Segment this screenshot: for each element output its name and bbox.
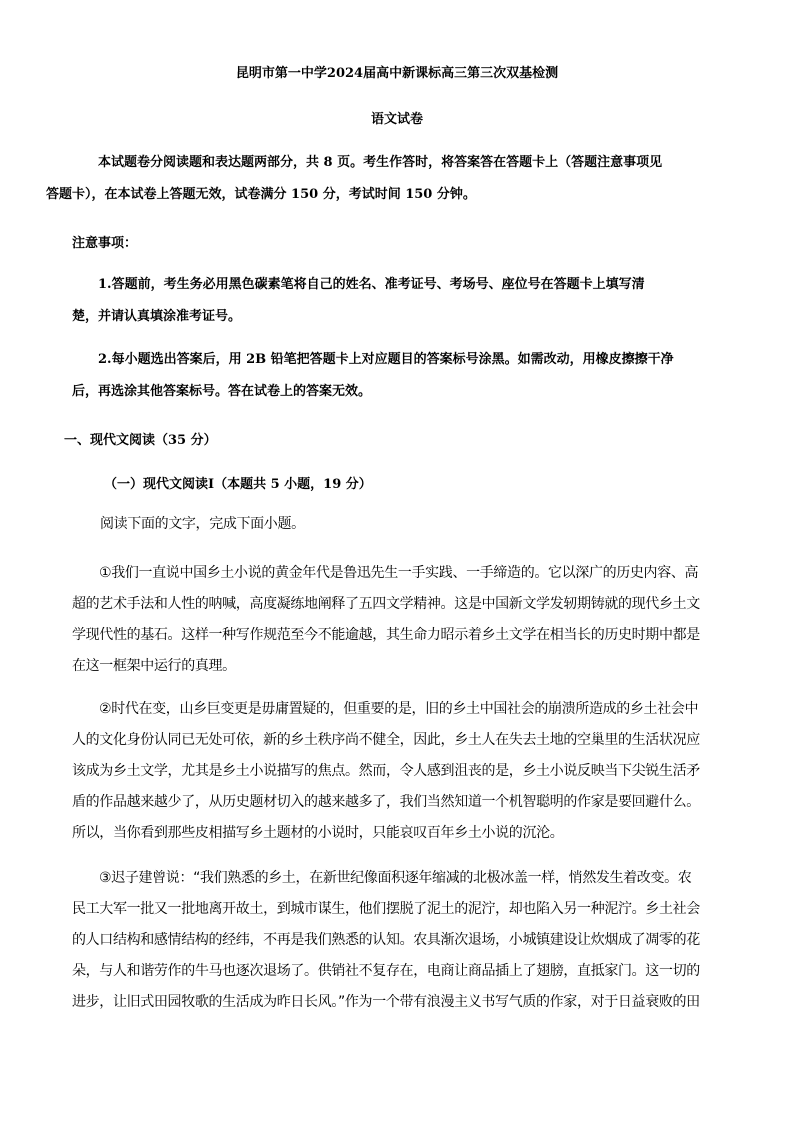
notice-line: 后，再选涂其他答案标号。答在试卷上的答案无效。 — [72, 384, 372, 399]
passage-line: 学现代性的基石。这样一种写作规范至今不能逾越，其生命力昭示着乡土文学在相当长的历史时期中都是 — [72, 627, 700, 643]
passage-paragraph-1 — [72, 558, 724, 682]
passage-line: 进步，让旧式田园牧歌的生活成为昨日长风。”作为一个带有浪漫主义书写气质的作家，对于日益衰败的田 — [72, 994, 700, 1010]
exam-subtitle: 语文试卷 — [370, 112, 423, 127]
passage-line: 的人口结构和感情结构的经纬，不再是我们熟悉的认知。农具渐次退场，小城镇建设让炊烟成了凋零的花 — [72, 932, 700, 948]
passage-line: ①我们一直说中国乡土小说的黄金年代是鲁迅先生一手实践、一手缔造的。它以深广的历史内容、高 — [99, 565, 699, 581]
passage-line: 在这一框架中运行的真理。 — [72, 658, 236, 674]
passage-paragraph-3 — [72, 863, 724, 1018]
notice-heading: 注意事项： — [72, 236, 138, 251]
intro-paragraph — [46, 147, 722, 211]
notice-item-2 — [72, 344, 722, 408]
intro-line: 答题卡），在本试卷上答题无效，试卷满分 150 分，考试时间 150 分钟。 — [46, 187, 476, 202]
section-subheading: （一）现代文阅读Ⅰ（本题共 5 小题，19 分） — [104, 477, 372, 492]
passage-line: ②时代在变，山乡巨变更是毋庸置疑的，但重要的是，旧的乡土中国社会的崩溃所造成的乡土社会中 — [99, 701, 699, 717]
section-heading: 一、现代文阅读（35 分） — [64, 433, 217, 448]
exam-title: 昆明市第一中学2024届高中新课标高三第三次双基检测 — [235, 66, 559, 81]
passage-line: 该成为乡土文学，尤其是乡土小说描写的焦点。然而，令人感到沮丧的是，乡土小说反映当下尖锐生活矛 — [72, 763, 700, 779]
reading-instruction — [100, 509, 752, 540]
notice-line: 2.每小题选出答案后，用 2B 铅笔把答题卡上对应题目的答案标号涂黑。如需改动，用橡皮擦擦干净 — [98, 352, 674, 367]
passage-line: ③迟子建曾说：“我们熟悉的乡土，在新世纪像面积逐年缩减的北极冰盖一样，悄然发生着改变。农 — [99, 870, 692, 886]
passage-paragraph-2 — [72, 694, 724, 849]
passage-line: 盾的作品越来越少了，从历史题材切入的越来越多了，我们当然知道一个机智聪明的作家是要回避什么。 — [72, 794, 700, 810]
passage-line: 所以，当你看到那些皮相描写乡土题材的小说时，只能哀叹百年乡土小说的沉沦。 — [72, 825, 564, 841]
intro-line: 本试题卷分阅读题和表达题两部分，共 8 页。考生作答时，将答案答在答题卡上（答题注意事项见 — [98, 155, 663, 170]
instruction-line: 阅读下面的文字，完成下面小题。 — [100, 516, 305, 532]
notice-line: 楚，并请认真填涂准考证号。 — [72, 309, 242, 324]
passage-line: 超的艺术手法和人性的呐喊，高度凝练地阐释了五四文学精神。这是中国新文学发轫期铸就的现代乡土文 — [72, 596, 700, 612]
notice-line: 1.答题前，考生务必用黑色碳素笔将自己的姓名、准考证号、考场号、座位号在答题卡上填写清 — [98, 277, 645, 292]
passage-line: 民工大军一批又一批地离开故土，到城市谋生，他们摆脱了泥土的泥泞，却也陷入另一种泥泞。乡土社会 — [72, 901, 700, 917]
passage-line: 人的文化身份认同已无处可依，新的乡土秩序尚不健全，因此，乡土人在失去土地的空巢里的生活状况应 — [72, 732, 700, 748]
passage-line: 朵，与人和谐劳作的牛马也逐次退场了。供销社不复存在，电商让商品插上了翅膀，直抵家门。这一切的 — [72, 963, 700, 979]
notice-item-1 — [72, 269, 722, 333]
